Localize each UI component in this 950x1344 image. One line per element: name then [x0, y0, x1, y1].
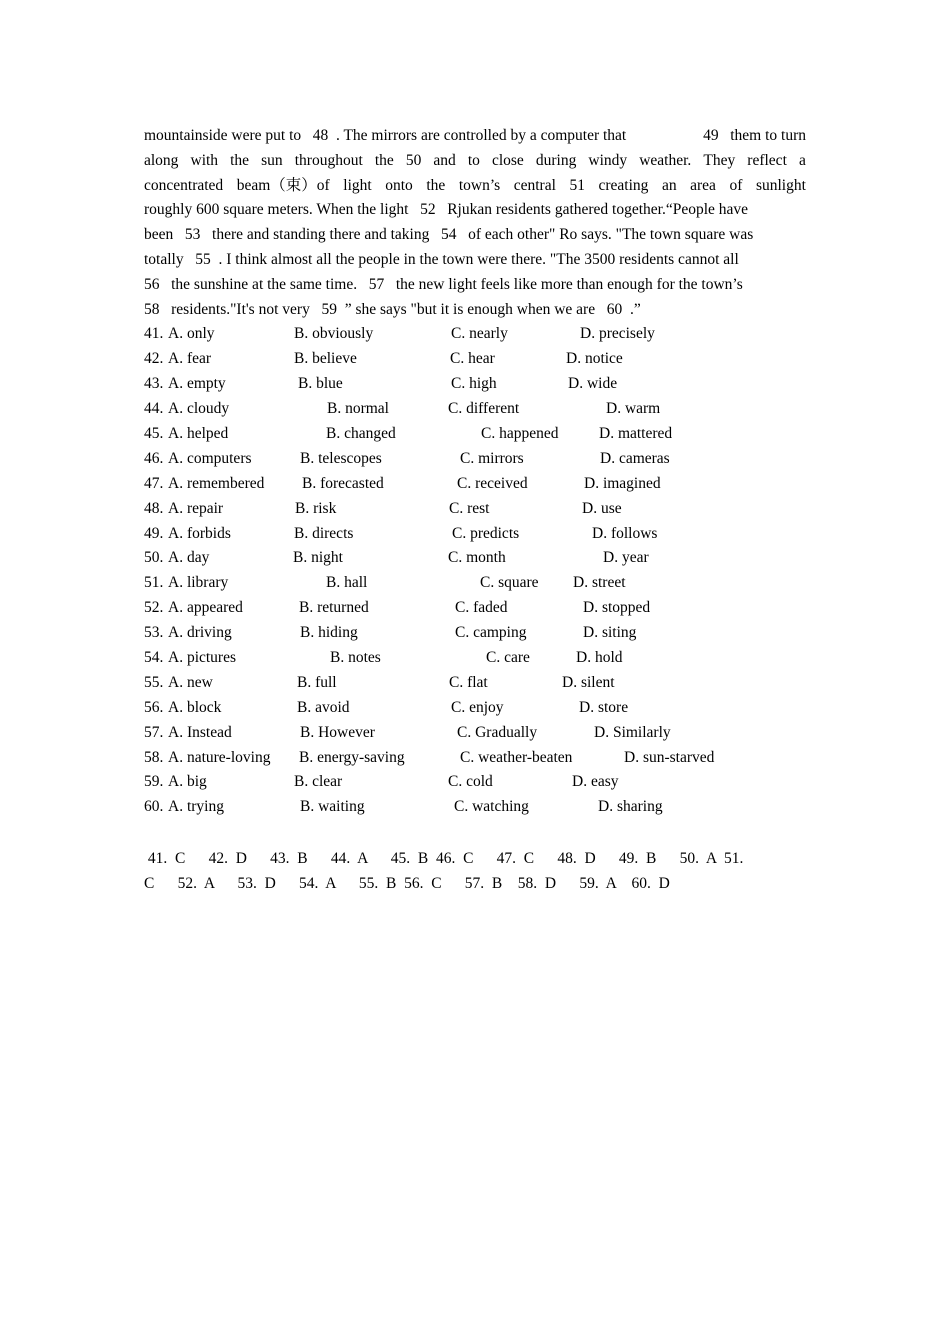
question-number: 49. — [144, 524, 164, 542]
question-row — [144, 721, 806, 746]
option-d: D. easy — [572, 773, 619, 791]
passage-text: area — [690, 176, 716, 194]
passage-line — [144, 149, 806, 174]
question-row — [144, 696, 806, 721]
passage-text: throughout — [294, 151, 363, 169]
option-a: A. fear — [168, 350, 212, 368]
option-b: B. However — [300, 723, 375, 741]
passage-text: during — [535, 151, 577, 169]
option-d: D. cameras — [600, 449, 670, 467]
question-number: 48. — [144, 499, 164, 517]
option-a: A. nature-loving — [168, 748, 271, 766]
option-c: C. received — [457, 474, 528, 492]
option-a: A. cloudy — [168, 400, 230, 418]
option-c: C. enjoy — [451, 698, 504, 716]
passage-text: creating — [598, 176, 649, 194]
option-b: B. changed — [326, 424, 396, 442]
question-row — [144, 322, 806, 347]
option-d: D. imagined — [584, 474, 661, 492]
option-d: D. silent — [562, 673, 615, 691]
passage-text: central — [513, 176, 556, 194]
question-row — [144, 671, 806, 696]
question-number: 59. — [144, 773, 164, 791]
question-number: 57. — [144, 723, 164, 741]
question-row — [144, 422, 806, 447]
option-c: C. nearly — [451, 325, 508, 343]
question-row — [144, 372, 806, 397]
passage-text: beam（束）of — [236, 176, 330, 194]
question-options — [144, 322, 806, 820]
option-a: A. forbids — [168, 524, 231, 542]
option-c: C. high — [451, 375, 497, 393]
option-d: D. stopped — [583, 599, 651, 617]
option-b: B. risk — [295, 499, 337, 517]
question-number: 52. — [144, 599, 164, 617]
option-d: D. mattered — [599, 424, 673, 442]
option-c: C. camping — [455, 624, 527, 642]
passage-text: windy — [588, 151, 628, 169]
question-row — [144, 447, 806, 472]
question-row — [144, 522, 806, 547]
option-b: B. clear — [294, 773, 343, 791]
option-a: A. trying — [168, 798, 224, 816]
option-a: A. new — [168, 673, 213, 691]
option-d: D. warm — [606, 400, 661, 418]
question-number: 41. — [144, 325, 164, 343]
option-b: B. avoid — [297, 698, 350, 716]
question-row — [144, 347, 806, 372]
passage-text: roughly 600 square meters. When the light 52 Rjukan residents gathered together.“People have — [144, 201, 749, 219]
passage-text: sun — [261, 151, 283, 169]
passage-text: weather. — [639, 151, 692, 169]
passage-text: the — [374, 151, 394, 169]
question-row — [144, 546, 806, 571]
passage-line — [144, 298, 806, 323]
answer-key — [144, 846, 806, 896]
option-b: B. believe — [294, 350, 357, 368]
passage-line — [144, 174, 806, 199]
passage-text: close — [491, 151, 524, 169]
passage-text: with — [190, 151, 219, 169]
option-a: A. helped — [168, 424, 229, 442]
passage-text: the — [230, 151, 250, 169]
option-a: A. computers — [168, 449, 252, 467]
option-a: A. remembered — [168, 474, 265, 492]
question-number: 56. — [144, 698, 164, 716]
option-b: B. waiting — [300, 798, 365, 816]
option-a: A. Instead — [168, 723, 232, 741]
passage-text: 50 — [405, 151, 422, 169]
option-a: A. only — [168, 325, 215, 343]
passage-text: of — [729, 176, 743, 194]
passage-line — [144, 273, 806, 298]
question-number: 51. — [144, 574, 164, 592]
passage-text: been 53 there and standing there and taking 54 of each other" Ro says. "The town square was — [144, 226, 754, 244]
option-c: C. care — [486, 648, 530, 666]
question-row — [144, 646, 806, 671]
question-row — [144, 770, 806, 795]
option-d: D. Similarly — [594, 723, 671, 741]
passage-text: town’s — [458, 176, 501, 194]
option-b: B. obviously — [294, 325, 374, 343]
passage-text: mountainside were put to 48 . The mirrors are controlled by a computer that — [144, 127, 627, 144]
option-c: C. faded — [455, 599, 508, 617]
question-number: 45. — [144, 424, 164, 442]
passage-text: along — [144, 151, 179, 169]
question-row — [144, 746, 806, 771]
question-number: 58. — [144, 748, 164, 766]
option-b: B. notes — [330, 648, 381, 666]
option-b: B. telescopes — [300, 449, 382, 467]
answer-line: 41. C 42. D 43. B 44. A 45. B 46. C 47. C 48. D 49. B 50. A 51. — [144, 850, 744, 868]
option-c: C. flat — [449, 673, 488, 691]
question-row — [144, 795, 806, 820]
question-number: 43. — [144, 375, 164, 393]
question-row — [144, 596, 806, 621]
option-b: B. night — [293, 549, 343, 567]
passage-line — [144, 248, 806, 273]
question-row — [144, 621, 806, 646]
question-number: 54. — [144, 648, 164, 666]
option-c: C. weather-beaten — [460, 748, 573, 766]
option-a: A. driving — [168, 624, 232, 642]
option-c: C. predicts — [452, 524, 520, 542]
question-number: 44. — [144, 400, 164, 418]
passage-text: reflect — [747, 151, 787, 169]
passage-text: concentrated — [144, 176, 224, 194]
option-c: C. mirrors — [460, 449, 524, 467]
option-a: A. big — [168, 773, 207, 791]
passage-line — [144, 223, 806, 248]
option-a: A. repair — [168, 499, 224, 517]
option-d: D. use — [582, 499, 622, 517]
passage-text: a — [798, 151, 806, 169]
passage-text: an — [661, 176, 677, 194]
passage-text: 51 — [569, 176, 585, 194]
option-b: B. returned — [299, 599, 369, 617]
option-a: A. block — [168, 698, 222, 716]
option-c: C. happened — [481, 424, 559, 442]
question-row — [144, 497, 806, 522]
question-number: 42. — [144, 350, 164, 368]
passage-text: onto — [385, 176, 413, 194]
answer-line: C 52. A 53. D 54. A 55. B 56. C 57. B 58. D 59. A 60. D — [144, 875, 670, 893]
passage-text: 49 them to turn — [703, 127, 806, 144]
passage-text: They — [703, 151, 736, 169]
option-b: B. full — [297, 673, 337, 691]
option-d: D. sharing — [598, 798, 663, 816]
option-d: D. precisely — [580, 325, 655, 343]
option-b: B. directs — [294, 524, 354, 542]
option-b: B. hiding — [300, 624, 358, 642]
question-number: 55. — [144, 673, 164, 691]
option-d: D. store — [579, 698, 629, 716]
question-number: 53. — [144, 624, 164, 642]
question-row — [144, 571, 806, 596]
option-c: C. watching — [454, 798, 529, 816]
question-number: 60. — [144, 798, 164, 816]
passage-text: sunlight — [755, 176, 806, 194]
passage-text: totally 55 . I think almost all the people in the town were there. "The 3500 residents cannot all — [144, 250, 739, 268]
option-a: A. library — [168, 574, 229, 592]
passage-text: light — [343, 176, 372, 194]
question-number: 50. — [144, 549, 164, 567]
option-c: C. hear — [450, 350, 495, 368]
passage-text: to — [467, 151, 480, 169]
option-a: A. empty — [168, 375, 226, 393]
option-d: D. year — [603, 549, 649, 567]
passage-line — [144, 124, 806, 149]
passage-text: the — [426, 176, 446, 194]
option-b: B. forecasted — [302, 474, 384, 492]
option-c: C. different — [448, 400, 520, 418]
question-row — [144, 472, 806, 497]
option-b: B. hall — [326, 574, 368, 592]
option-c: C. month — [448, 549, 506, 567]
option-a: A. day — [168, 549, 210, 567]
document-page — [144, 124, 806, 896]
option-b: B. energy-saving — [299, 748, 405, 766]
option-d: D. street — [573, 574, 626, 592]
option-b: B. blue — [298, 375, 343, 393]
option-c: C. Gradually — [457, 723, 538, 741]
option-d: D. hold — [576, 648, 623, 666]
passage — [144, 124, 806, 322]
passage-text: and — [433, 151, 456, 169]
option-d: D. siting — [583, 624, 637, 642]
option-d: D. follows — [592, 524, 658, 542]
passage-text: 58 residents."It's not very 59 ” she says "but it is enough when we are 60 .” — [144, 300, 641, 318]
option-a: A. appeared — [168, 599, 243, 617]
option-c: C. square — [480, 574, 539, 592]
option-d: D. notice — [566, 350, 623, 368]
question-row — [144, 397, 806, 422]
question-number: 46. — [144, 449, 164, 467]
option-c: C. cold — [448, 773, 493, 791]
option-d: D. wide — [568, 375, 618, 393]
option-b: B. normal — [327, 400, 389, 418]
question-number: 47. — [144, 474, 164, 492]
passage-text: 56 the sunshine at the same time. 57 the new light feels like more than enough for the town’s — [144, 275, 743, 293]
passage-line — [144, 198, 806, 223]
option-d: D. sun-starved — [624, 748, 715, 766]
option-a: A. pictures — [168, 648, 237, 666]
option-c: C. rest — [449, 499, 490, 517]
